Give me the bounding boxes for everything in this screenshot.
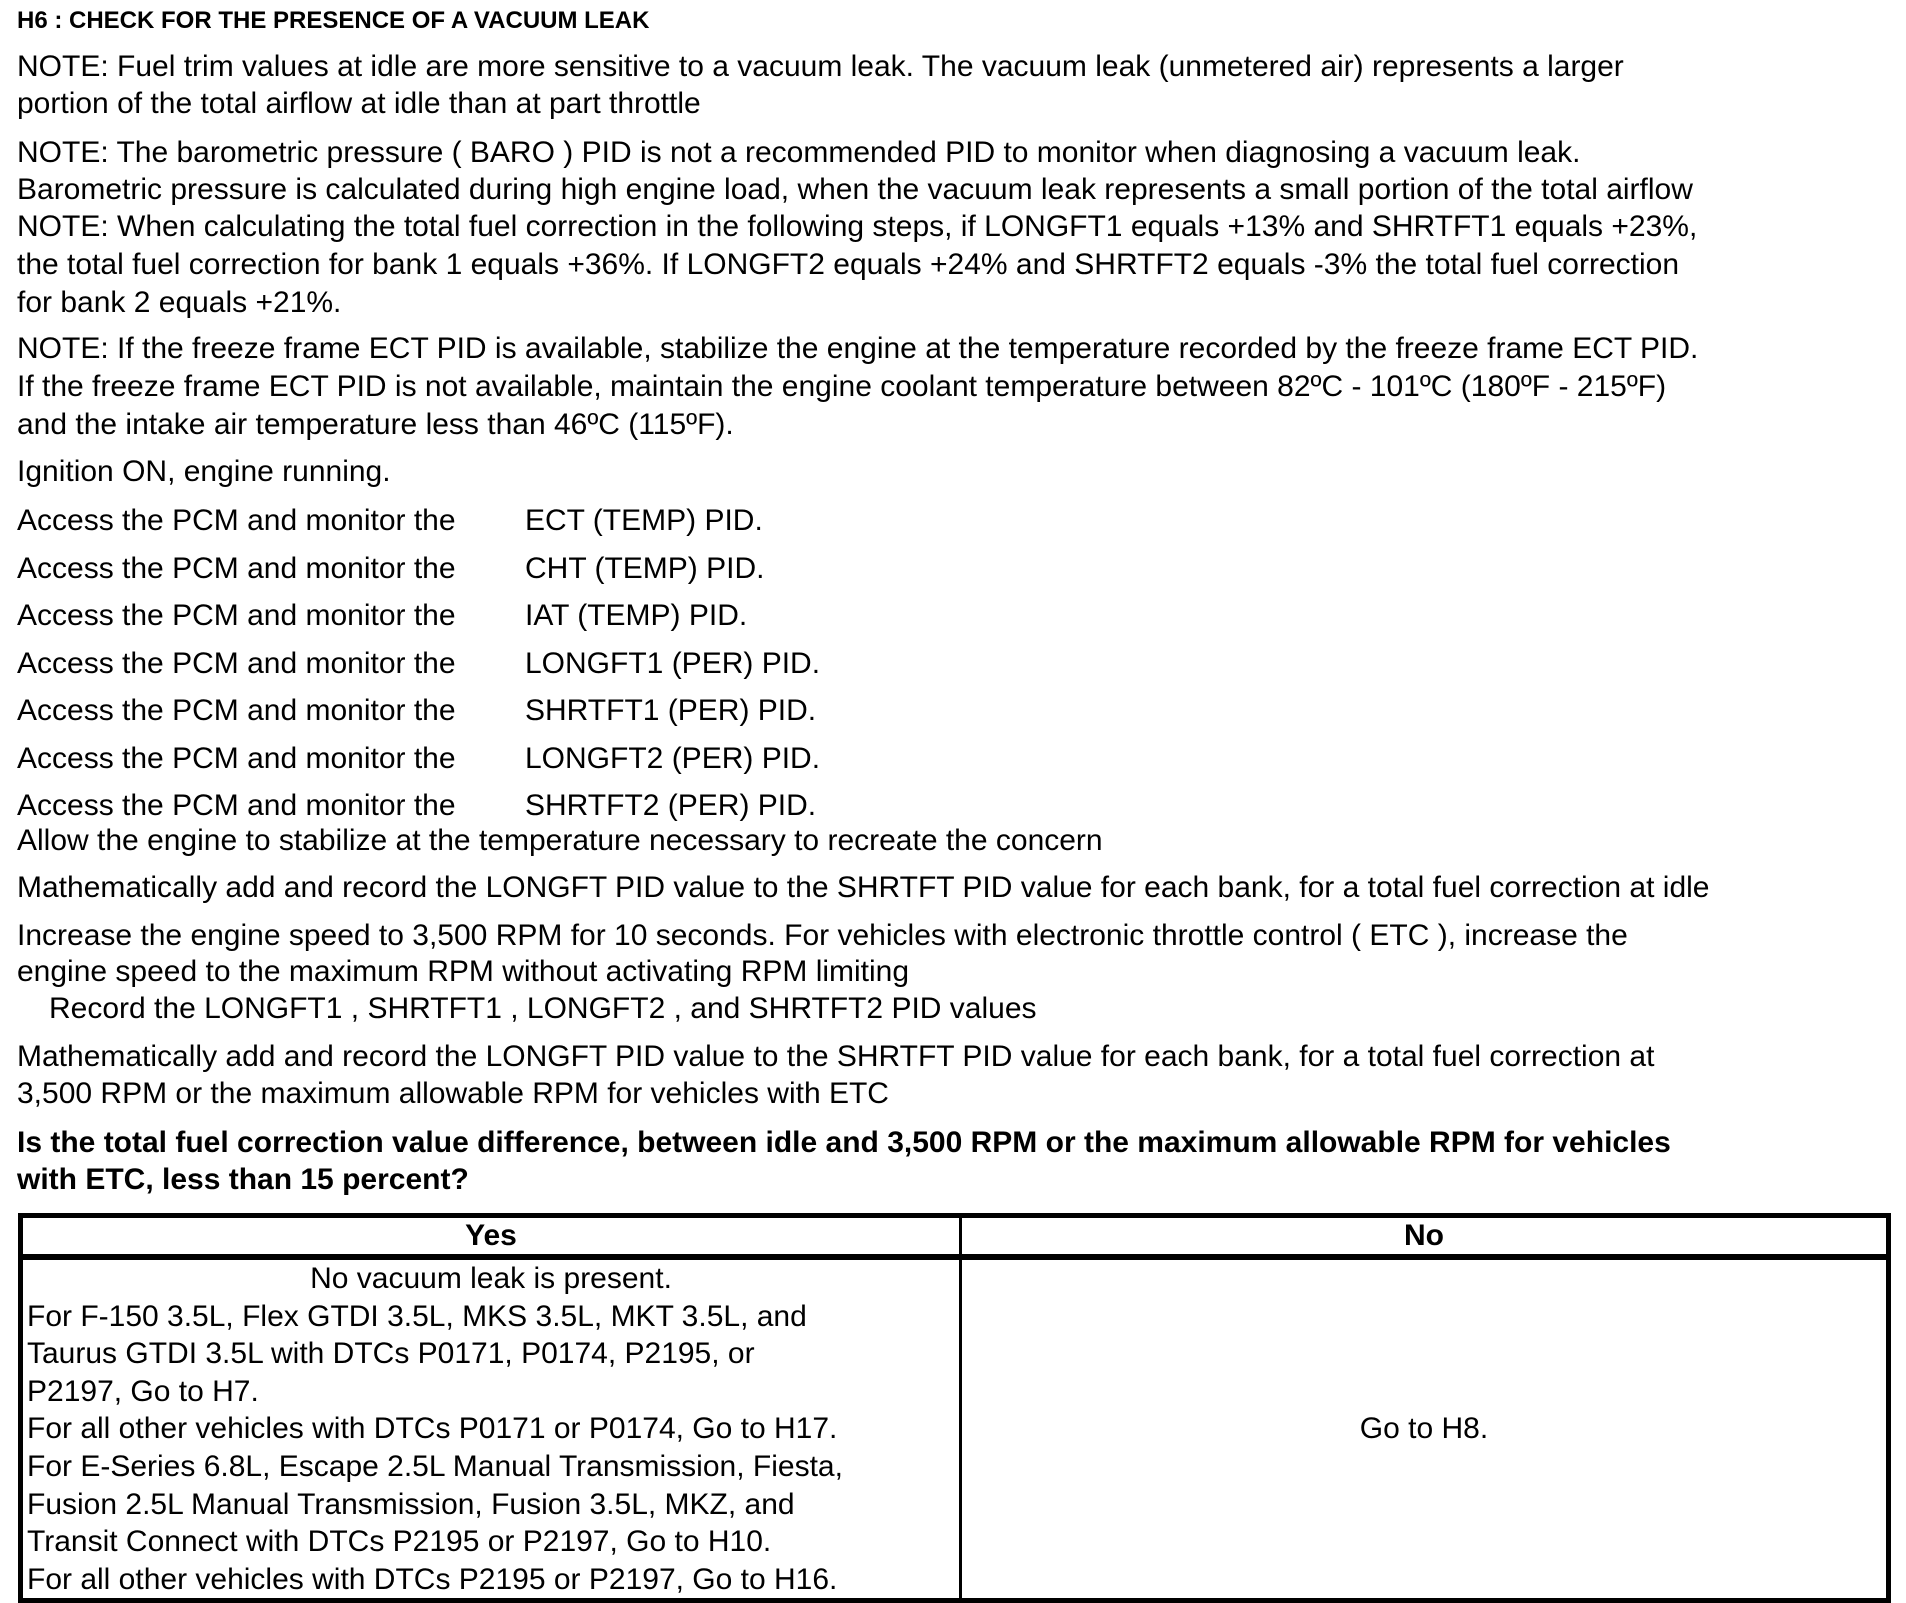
note-line: NOTE: Fuel trim values at idle are more sensitive to a vacuum leak. The vacuum leak (unmetered air) represents a larger: [17, 50, 1624, 83]
pid-name: IAT (TEMP) PID.: [525, 599, 748, 632]
note-line: If the freeze frame ECT PID is not available, maintain the engine coolant temperature between 82ºC - 101ºC (180ºF - 215ºF): [17, 370, 1667, 403]
monitor-step: [17, 551, 1217, 587]
monitor-step: [17, 741, 1217, 777]
monitor-step: [17, 646, 1217, 682]
pid-name: ECT (TEMP) PID.: [525, 504, 763, 537]
pid-name: SHRTFT1 (PER) PID.: [525, 694, 817, 727]
yes-line: For E-Series 6.8L, Escape 2.5L Manual Transmission, Fiesta,: [27, 1449, 843, 1483]
add-rpm-step: Mathematically add and record the LONGFT PID value to the SHRTFT PID value for each bank, for a total fuel correction at: [17, 1040, 1655, 1073]
increase-step: engine speed to the maximum RPM without activating RPM limiting: [17, 955, 910, 988]
add-rpm-step: 3,500 RPM or the maximum allowable RPM for vehicles with ETC: [17, 1077, 889, 1110]
yes-line: For all other vehicles with DTCs P0171 or P0174, Go to H17.: [27, 1412, 838, 1446]
monitor-prefix: Access the PCM and monitor the: [17, 694, 456, 727]
add-idle-step: Mathematically add and record the LONGFT PID value to the SHRTFT PID value for each bank, for a total fuel correction at idle: [17, 871, 1710, 904]
monitor-prefix: Access the PCM and monitor the: [17, 789, 456, 822]
note-line: portion of the total airflow at idle than at part throttle: [17, 87, 701, 120]
monitor-prefix: Access the PCM and monitor the: [17, 599, 456, 632]
note-line: NOTE: The barometric pressure ( BARO ) PID is not a recommended PID to monitor when diagnosing a vacuum leak.: [17, 136, 1581, 169]
decision-table: [18, 1213, 1891, 1603]
yes-cell: [21, 1257, 961, 1601]
note-line: the total fuel correction for bank 1 equals +36%. If LONGFT2 equals +24% and SHRTFT2 equals -3% the total fuel correction: [17, 248, 1679, 281]
monitor-step: [17, 693, 1217, 729]
question: with ETC, less than 15 percent?: [17, 1163, 469, 1196]
monitor-step: [17, 503, 1217, 539]
yes-header: Yes: [21, 1216, 961, 1258]
monitor-prefix: Access the PCM and monitor the: [17, 647, 456, 680]
note-line: Barometric pressure is calculated during high engine load, when the vacuum leak represents a small portion of the total airflow: [17, 173, 1693, 206]
monitor-step: [17, 788, 1217, 824]
yes-line: No vacuum leak is present.: [310, 1262, 672, 1295]
pid-name: SHRTFT2 (PER) PID.: [525, 789, 817, 822]
pid-name: LONGFT1 (PER) PID.: [525, 647, 821, 680]
increase-step: Increase the engine speed to 3,500 RPM for 10 seconds. For vehicles with electronic throttle control ( ETC ), increase the: [17, 919, 1628, 952]
yes-line: For F-150 3.5L, Flex GTDI 3.5L, MKS 3.5L, MKT 3.5L, and: [27, 1299, 807, 1333]
yes-line: P2197, Go to H7.: [27, 1374, 259, 1408]
question: Is the total fuel correction value difference, between idle and 3,500 RPM or the maximum allowable RPM for vehicles: [17, 1126, 1671, 1159]
yes-line: Taurus GTDI 3.5L with DTCs P0171, P0174, P2195, or: [27, 1337, 755, 1371]
yes-line: Fusion 2.5L Manual Transmission, Fusion 3.5L, MKZ, and: [27, 1487, 795, 1521]
step-title: H6 : CHECK FOR THE PRESENCE OF A VACUUM LEAK: [17, 7, 650, 34]
pid-name: LONGFT2 (PER) PID.: [525, 742, 821, 775]
record-step: Record the LONGFT1 , SHRTFT1 , LONGFT2 , and SHRTFT2 PID values: [49, 992, 1037, 1025]
monitor-prefix: Access the PCM and monitor the: [17, 552, 456, 585]
note-line: and the intake air temperature less than 46ºC (115ºF).: [17, 408, 734, 441]
no-cell: Go to H8.: [961, 1257, 1889, 1601]
pid-name: CHT (TEMP) PID.: [525, 552, 765, 585]
no-header: No: [961, 1216, 1889, 1258]
stabilize-step: Allow the engine to stabilize at the temperature necessary to recreate the concern: [17, 824, 1103, 857]
monitor-step: [17, 598, 1217, 634]
yes-line: For all other vehicles with DTCs P2195 or P2197, Go to H16.: [27, 1562, 838, 1596]
note-line: for bank 2 equals +21%.: [17, 286, 342, 319]
monitor-prefix: Access the PCM and monitor the: [17, 504, 456, 537]
ignition-step: Ignition ON, engine running.: [17, 455, 391, 488]
monitor-prefix: Access the PCM and monitor the: [17, 742, 456, 775]
yes-line: Transit Connect with DTCs P2195 or P2197, Go to H10.: [27, 1525, 772, 1559]
note-line: NOTE: If the freeze frame ECT PID is available, stabilize the engine at the temperature recorded by the freeze frame ECT PID.: [17, 332, 1699, 365]
note-line: NOTE: When calculating the total fuel correction in the following steps, if LONGFT1 equals +13% and SHRTFT1 equals +23%,: [17, 210, 1698, 243]
